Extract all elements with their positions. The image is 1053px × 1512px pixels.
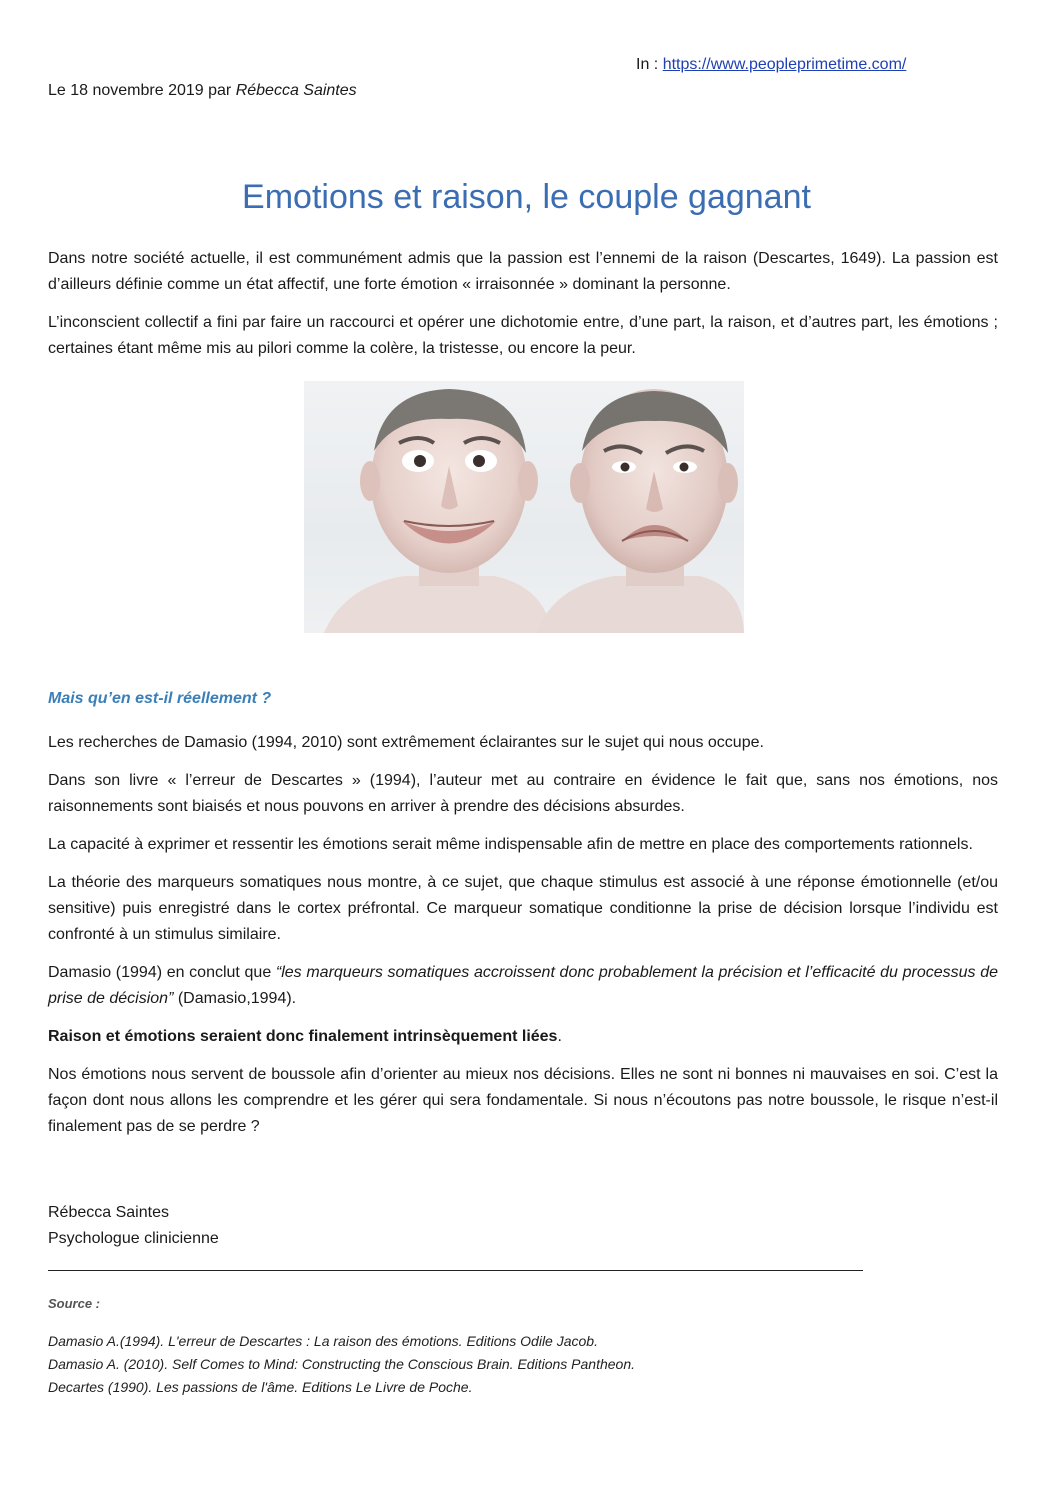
two-faces-illustration xyxy=(304,381,744,633)
reference-item: Decartes (1990). Les passions de l'âme. Editions Le Livre de Poche. xyxy=(48,1379,473,1395)
intro-section xyxy=(48,246,998,374)
main-section xyxy=(48,730,998,1152)
body-paragraph: La capacité à exprimer et ressentir les émotions serait même indispensable afin de mettre en place des comportements rationnels. xyxy=(48,836,973,853)
source-line xyxy=(636,56,906,74)
source-link[interactable]: https://www.peopleprimetime.com/ xyxy=(662,56,907,73)
byline-author: Rébecca Saintes xyxy=(235,82,357,99)
body-paragraph: Les recherches de Damasio (1994, 2010) sont extrêmement éclairantes sur le sujet qui nous occupe. xyxy=(48,734,764,751)
article-title: Emotions et raison, le couple gagnant xyxy=(242,178,811,216)
quote-prefix: Damasio (1994) en conclut que xyxy=(48,964,276,981)
signature xyxy=(48,1200,219,1252)
quote-text: “les marqueurs somatiques accroissent donc probablement la précision et l’efficacité du processus de prise de décision” xyxy=(48,964,998,1007)
sources-heading: Source : xyxy=(48,1296,101,1311)
body-paragraph: Dans son livre « l’erreur de Descartes » (1994), l’auteur met au contraire en évidence le fait que, sans nos émotions, nos raisonnements sont biaisés et nous pouvons en arriver à prendre des décisions absurdes. xyxy=(48,772,998,815)
quote-citation: (Damasio,1994). xyxy=(173,990,297,1007)
body-paragraph: La théorie des marqueurs somatiques nous montre, à ce sujet, que chaque stimulus est associé à une réponse émotionnelle (et/ou sensitive) puis enregistré dans le cortex préfrontal. Ce marqueur somatique conditionne la prise de décision lorsque l’individu est confronté à un stimulus similaire. xyxy=(48,874,998,943)
reference-list xyxy=(48,1330,635,1399)
intro-paragraph: L’inconscient collectif a fini par faire un raccourci et opérer une dichotomie entre, d’une part, la raison, et d’autres part, les émotions ; certaines étant même mis au pilori comme la colère, la tristesse, ou encore la peur. xyxy=(48,314,998,357)
conclusion-paragraph xyxy=(48,1024,998,1050)
signature-name: Rébecca Saintes xyxy=(48,1204,169,1221)
signature-role: Psychologue clinicienne xyxy=(48,1230,219,1247)
divider xyxy=(48,1270,863,1271)
source-prefix: In : xyxy=(636,56,663,73)
conclusion-end: . xyxy=(557,1028,562,1045)
reference-item: Damasio A.(1994). L'erreur de Descartes : La raison des émotions. Editions Odile Jacob. xyxy=(48,1333,598,1349)
section-subheading: Mais qu’en est-il réellement ? xyxy=(48,690,272,707)
two-faces-photo xyxy=(304,381,744,633)
conclusion-bold: Raison et émotions seraient donc finalement intrinsèquement liées xyxy=(48,1028,558,1045)
quote-paragraph xyxy=(48,960,998,1012)
byline xyxy=(48,82,357,100)
intro-paragraph: Dans notre société actuelle, il est communément admis que la passion est l’ennemi de la raison (Descartes, 1649). La passion est d’ailleurs définie comme un état affectif, une forte émotion « irraisonnée » dominant la personne. xyxy=(48,250,998,293)
body-paragraph: Nos émotions nous servent de boussole afin d’orienter au mieux nos décisions. Elles ne sont ni bonnes ni mauvaises en soi. C’est la façon dont nous allons les comprendre et les gérer qui sera fondamentale. Si nous n’écoutons pas notre boussole, le risque n’est-il finalement pas de se perdre ? xyxy=(48,1066,998,1135)
reference-item: Damasio A. (2010). Self Comes to Mind: Constructing the Conscious Brain. Editions Pantheon. xyxy=(48,1356,635,1372)
byline-date: Le 18 novembre 2019 par xyxy=(48,82,236,99)
